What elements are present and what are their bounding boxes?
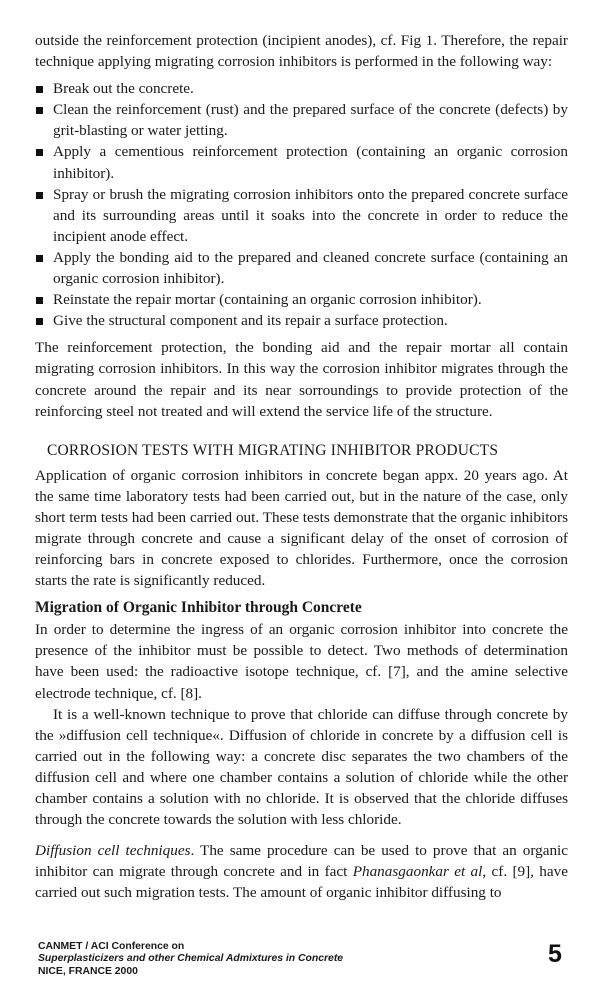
section-heading: CORROSION TESTS WITH MIGRATING INHIBITOR PRODUCTS (47, 441, 499, 459)
list-item: Apply the bonding aid to the prepared and cleaned concrete surface (containing an organic corrosion inhibitor). (35, 247, 568, 289)
list-item: Apply a cementious reinforcement protection (containing an organic corrosion inhibitor). (35, 141, 568, 183)
square-bullet-icon (36, 192, 43, 199)
section-paragraph: Application of organic corrosion inhibitors in concrete began appx. 20 years ago. At the same time laboratory tests had been carried out, but in the nature of the case, only short term tests had been carried out. These tests demonstrate that the organic inhibitors migrate through concrete and cause a significant delay of the onset of corrosion of reinforcing bars in concrete exposed to chlorides. Furthermore, once the corrosion starts the rate is significantly reduced. (35, 466, 568, 590)
square-bullet-icon (36, 297, 43, 304)
list-item: Break out the concrete. (35, 78, 568, 99)
square-bullet-icon (36, 255, 43, 262)
diffusion-lead: Diffusion cell techniques (35, 842, 191, 860)
conference-footer (38, 941, 343, 978)
square-bullet-icon (36, 107, 43, 114)
page-body (35, 30, 568, 903)
migration-paragraph-1: In order to determine the ingress of an organic corrosion inhibitor into concrete the presence of the inhibitor must be possible to detect. Two methods of determination have been used: the radioactive isotope technique, cf. [7], and the amine selective electrode technique, cf. [8]. (35, 621, 568, 702)
diffusion-paragraph: Diffusion cell techniques. The same procedure can be used to prove that an organic inhibitor can migrate through concrete and in fact Phanasgaonkar et al, cf. [9], have carried out such migration tests. The amount of organic inhibitor diffusing to (35, 842, 569, 902)
repair-steps-list (35, 78, 568, 331)
page-number: 5 (548, 940, 562, 968)
footer-line-2: Superplasticizers and other Chemical Admixtures in Concrete (38, 953, 344, 965)
summary-paragraph: The reinforcement protection, the bonding aid and the repair mortar all contain migrating corrosion inhibitors. In this way the corrosion inhibitor migrates through the concrete around the repair and its near sorroundings to provide protection of the reinforcing steel not treated and will extend the service life of the structure. (35, 339, 568, 420)
subheading: Migration of Organic Inhibitor through Concrete (35, 599, 362, 617)
migration-paragraph-2: It is a well-known technique to prove that chloride can diffuse through concrete by the »diffusion cell technique«. Diffusion of chloride in concrete by a diffusion cell is carried out in the following way: a concrete disc separates the two chambers of the diffusion cell and where one chamber contains a solution of chloride while the other chamber contains a solution with no chloride. It is observed that the chloride diffuses through the concrete towards the solution with less chloride. (35, 705, 568, 829)
square-bullet-icon (36, 149, 43, 156)
square-bullet-icon (36, 318, 43, 325)
list-item: Spray or brush the migrating corrosion inhibitors onto the prepared concrete surface and its surrounding areas until it soaks into the concrete in order to reduce the incipient anode effect. (35, 184, 568, 247)
footer-line-1: CANMET / ACI Conference on (38, 941, 185, 952)
footer-line-3: NICE, FRANCE 2000 (38, 965, 138, 977)
square-bullet-icon (36, 86, 43, 93)
list-item: Give the structural component and its repair a surface protection. (35, 310, 568, 331)
author-citation: Phanasgaonkar et al (352, 863, 483, 881)
list-item: Clean the reinforcement (rust) and the prepared surface of the concrete (defects) by grit-blasting or water jetting. (35, 99, 568, 141)
intro-paragraph: outside the reinforcement protection (incipient anodes), cf. Fig 1. Therefore, the repair technique applying migrating corrosion inhibitors is performed in the following way: (35, 32, 568, 71)
list-item: Reinstate the repair mortar (containing an organic corrosion inhibitor). (35, 289, 568, 310)
